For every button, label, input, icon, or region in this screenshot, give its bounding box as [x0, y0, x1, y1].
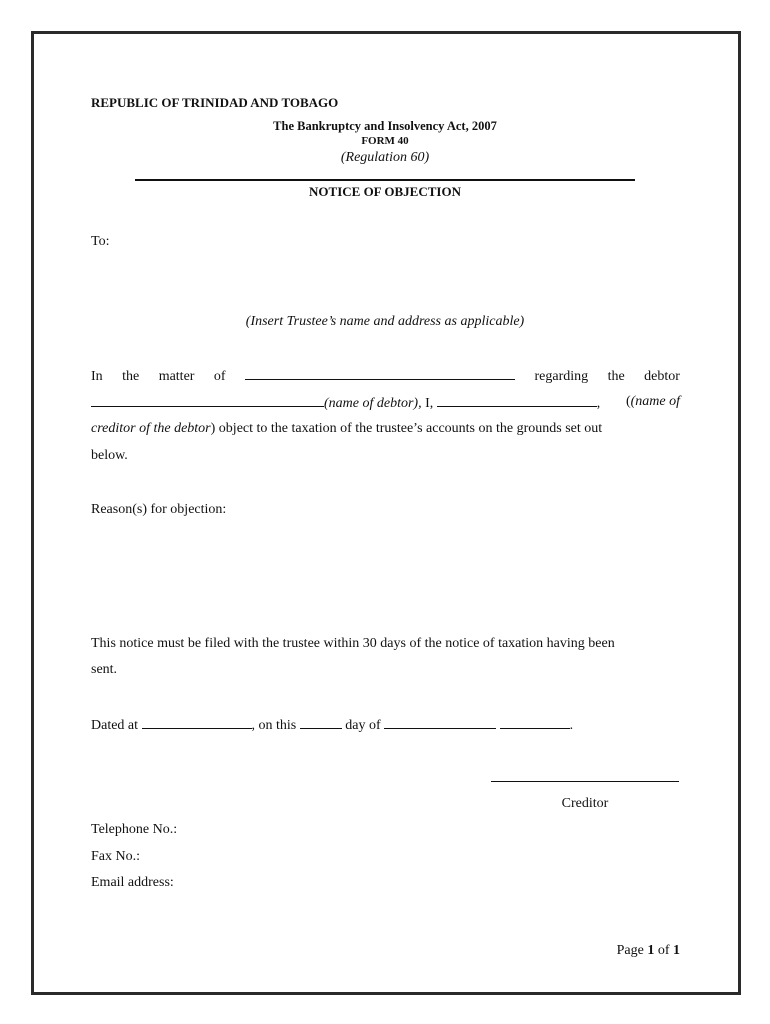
trustee-instruction: (Insert Trustee’s name and address as applicable) — [245, 314, 525, 329]
i-label: I, — [425, 396, 434, 411]
act-title: The Bankruptcy and Insolvency Act, 2007 — [273, 119, 497, 133]
day-of-label: day of — [345, 718, 381, 733]
fax-label: Fax No.: — [91, 849, 140, 864]
page-total: 1 — [673, 943, 680, 958]
month-blank[interactable] — [384, 716, 496, 729]
page-number — [540, 943, 680, 959]
on-this-label: , on this — [251, 718, 297, 733]
title-rule — [135, 179, 635, 181]
dated-at-label: Dated at — [91, 718, 139, 733]
page-current: 1 — [647, 943, 655, 958]
filing-notice-line: This notice must be filed with the trustee within 30 days of the notice of taxation having been — [91, 636, 615, 651]
page-of: of — [657, 943, 670, 958]
name-of-debtor-label: (name of debtor), — [324, 396, 422, 411]
dated-line — [91, 716, 573, 734]
notice-title: NOTICE OF OBJECTION — [309, 184, 461, 199]
word-debtor: debtor — [644, 369, 680, 384]
debtor-name-blank[interactable] — [91, 394, 324, 407]
debtor-creditor-line: (name of debtor), I, , ((name of — [91, 394, 680, 414]
creditor-of-debtor-label: creditor of the debtor — [91, 421, 211, 436]
year-blank[interactable] — [500, 716, 570, 729]
matter-line — [91, 367, 680, 387]
to-label: To: — [91, 234, 110, 249]
below-text: below. — [91, 448, 128, 463]
name-of-creditor-label: (name of — [630, 394, 680, 409]
word-matter: matter — [158, 369, 195, 384]
place-blank[interactable] — [142, 716, 252, 729]
country-heading: REPUBLIC OF TRINIDAD AND TOBAGO — [91, 95, 339, 110]
word-regarding: regarding — [534, 369, 589, 384]
object-line — [91, 421, 680, 441]
creditor-name-blank-1[interactable] — [437, 394, 529, 407]
period: . — [569, 718, 574, 733]
page-word: Page — [616, 943, 644, 958]
signature-line[interactable] — [491, 781, 679, 782]
form-number: FORM 40 — [361, 135, 409, 147]
matter-blank[interactable] — [245, 367, 515, 380]
object-text: ) object to the taxation of the trustee’s accounts on the grounds set out — [210, 421, 603, 436]
word-the: the — [122, 369, 140, 384]
telephone-label: Telephone No.: — [91, 822, 178, 837]
filing-notice-sent: sent. — [91, 662, 118, 677]
email-label: Email address: — [91, 875, 174, 890]
reasons-label: Reason(s) for objection: — [91, 502, 227, 517]
word-of: of — [213, 369, 226, 384]
word-the-2: the — [607, 369, 625, 384]
word-in: In — [91, 369, 103, 384]
creditor-label: Creditor — [561, 796, 609, 811]
creditor-name-blank-2[interactable] — [529, 394, 597, 407]
day-blank[interactable] — [300, 716, 342, 729]
comma: , — [596, 396, 601, 411]
regulation-reference: (Regulation 60) — [340, 150, 430, 165]
